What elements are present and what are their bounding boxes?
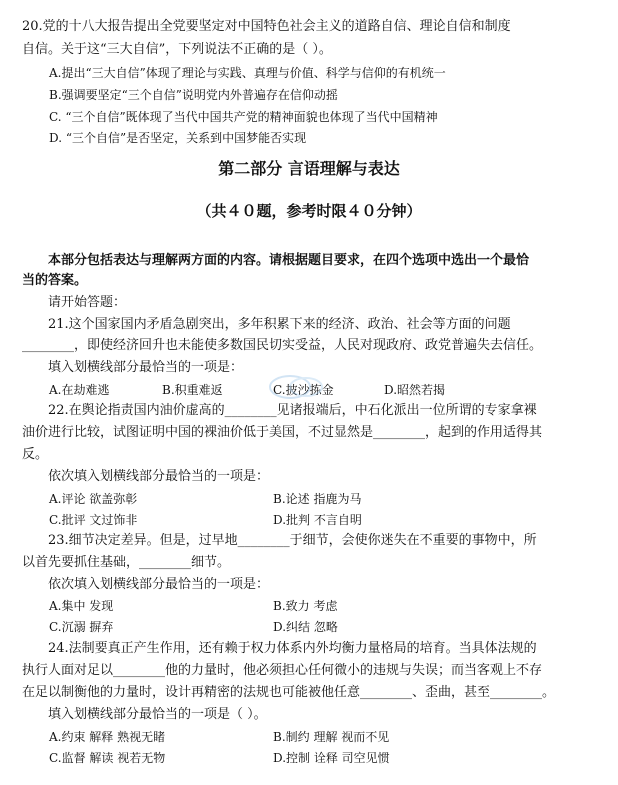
q20-option-d: D. “三个自信”是否坚定，关系到中国梦能否实现 — [49, 131, 307, 145]
q24-option-b: B.制约 理解 视而不见 — [273, 730, 390, 744]
q21-option-c: C.披沙拣金 — [273, 383, 334, 397]
q23-option-b: B.致力 考虑 — [273, 599, 338, 613]
section-intro-line2: 当的答案。 — [22, 273, 88, 288]
q24-line1: 24.法制要真正产生作用，还有赖于权力体系内外均衡力量格局的培育。当具体法规的 — [48, 641, 537, 656]
q23-option-a: A.集中 发现 — [49, 599, 114, 613]
q24-line3: 在足以制衡他的力量时，设计再精密的法规也可能被他任意________、歪曲，甚至________。 — [22, 685, 556, 700]
q20-option-b: B.强调要坚定“三个自信”说明党内外普遍存在信仰动摇 — [49, 88, 338, 102]
start-prompt: 请开始答题： — [48, 295, 127, 310]
q23-line2: 以首先要抓住基础，________细节。 — [22, 555, 231, 570]
q23-option-c: C.沉溺 摒弃 — [49, 620, 114, 634]
q21-option-a: A.在劫难逃 — [49, 383, 110, 397]
q24-prompt: 填入划横线部分最恰当的一项是（ ）。 — [48, 707, 267, 722]
q21-line1: 21.这个国家国内矛盾急剧突出，多年积累下来的经济、政治、社会等方面的问题 — [48, 317, 511, 332]
q22-line3: 反。 — [22, 447, 49, 462]
section-intro-line1: 本部分包括表达与理解两方面的内容。请根据题目要求，在四个选项中选出一个最恰 — [48, 253, 530, 268]
q24-option-c: C.监督 解读 视若无物 — [49, 751, 166, 765]
q24-option-a: A.约束 解释 熟视无睹 — [49, 730, 166, 744]
q24-line2: 执行人面对足以________他的力量时，他必须担心任何微小的违规与失误；而当客观上不存 — [22, 663, 543, 678]
q22-option-d: D.批判 不言自明 — [273, 513, 362, 527]
q20-option-c: C. “三个自信”既体现了当代中国共产党的精神面貌也体现了当代中国精神 — [49, 110, 438, 124]
q22-option-c: C.批评 文过饰非 — [49, 513, 138, 527]
q22-prompt: 依次填入划横线部分最恰当的一项是： — [48, 469, 270, 484]
q23-line1: 23.细节决定差异。但是，过早地________于细节，会使你迷失在不重要的事物中，所 — [48, 533, 537, 548]
q21-line2: ________，即使经济回升也未能使多数国民切实受益，人民对现政府、政党普遍失去信任。 — [22, 338, 543, 353]
section-title: 第二部分 言语理解与表达 — [218, 159, 400, 178]
q22-line1: 22.在舆论指责国内油价虚高的________见诸报端后，中石化派出一位所谓的专家拿裸 — [48, 403, 537, 418]
section-subtitle: （共４０题，参考时限４０分钟） — [196, 202, 422, 220]
q23-prompt: 依次填入划横线部分最恰当的一项是： — [48, 577, 270, 592]
q20-stem-line1: 20.党的十八大报告提出全党要坚定对中国特色社会主义的道路自信、理论自信和制度 — [22, 19, 511, 34]
q20-stem-line2: 自信。关于这“三大自信”，下列说法不正确的是（ ）。 — [22, 42, 332, 57]
q22-option-b: B.论述 指鹿为马 — [273, 492, 362, 506]
q22-option-a: A.评论 欲盖弥彰 — [49, 492, 138, 506]
q23-option-d: D.纠结 忽略 — [273, 620, 338, 634]
q21-option-b: B.积重难返 — [162, 383, 223, 397]
q24-option-d: D.控制 诠释 司空见惯 — [273, 751, 390, 765]
q21-prompt: 填入划横线部分最恰当的一项是： — [48, 360, 244, 375]
q21-option-d: D.昭然若揭 — [384, 383, 446, 397]
q22-line2: 油价进行比较，试图证明中国的裸油价低于美国，不过显然是________，起到的作用适得其 — [22, 425, 543, 440]
q20-option-a: A.提出“三大自信”体现了理论与实践、真理与价值、科学与信仰的有机统一 — [49, 66, 446, 80]
